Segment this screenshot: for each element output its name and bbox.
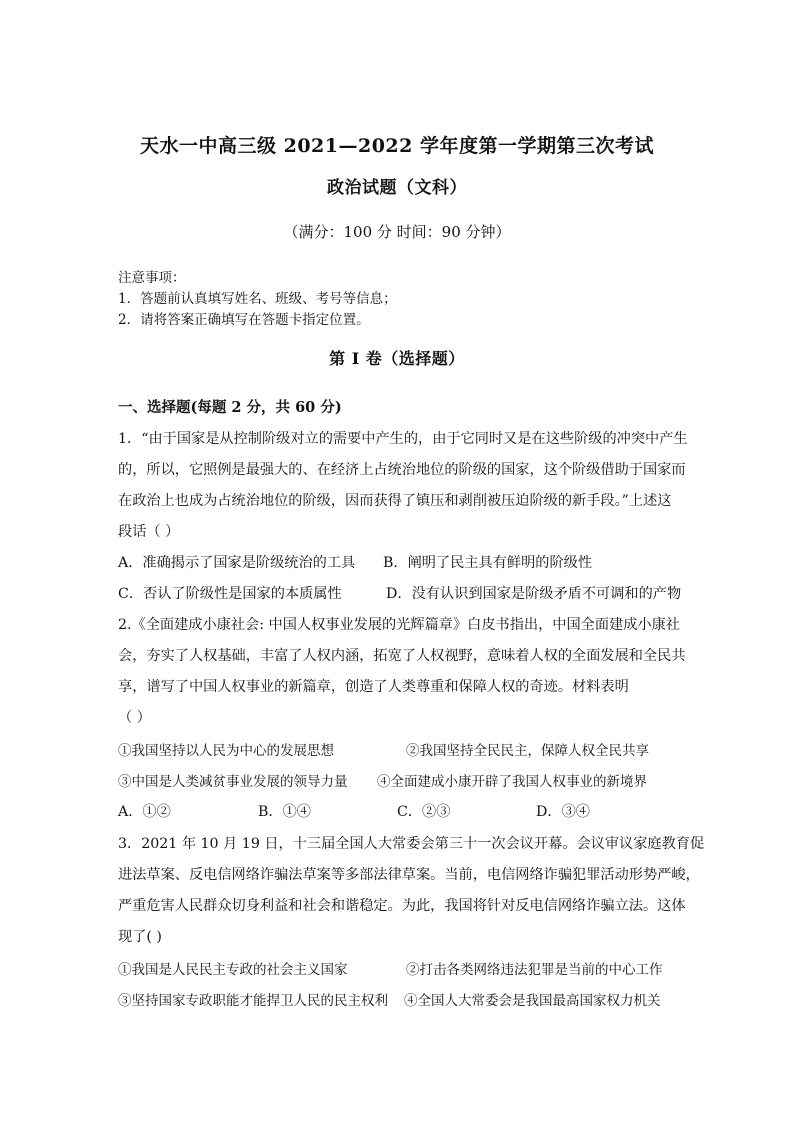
notice-item: 1．答题前认真填写姓名、班级、考号等信息； xyxy=(118,291,397,307)
q1-option-d: D．没有认识到国家是阶级矛盾不可调和的产物 xyxy=(386,586,682,602)
q2-option-a: A．①② xyxy=(118,804,171,820)
q1-text-line: 的，所以，它照例是最强大的、在经济上占统治地位的阶级的国家，这个阶级借助于国家而 xyxy=(118,462,686,478)
q1-text-line: 段话（ ） xyxy=(118,524,180,540)
q2-option-d: D．③④ xyxy=(536,804,590,820)
notice-heading: 注意事项： xyxy=(118,270,186,286)
q1-option-c: C．否认了阶级性是国家的本质属性 xyxy=(118,586,342,602)
q2-option-b: B．①④ xyxy=(258,804,311,820)
q2-statement-3: ③中国是人类减贫事业发展的领导力量 xyxy=(118,774,348,790)
q2-text-line: 2.《全面建成小康社会: 中国人权事业发展的光辉篇章》白皮书指出，中国全面建成小康社 xyxy=(118,617,680,633)
q3-text-line: 3．2021 年 10 月 19 日，十三届全国人大常委会第三十一次会议开幕。会议审议家庭教育促 xyxy=(118,836,705,852)
q2-statement-4: ④全面建成小康开辟了我国人权事业的新境界 xyxy=(377,774,647,790)
q2-text-line: 享，谱写了中国人权事业的新篇章，创造了人类尊重和保障人权的奇迹。材料表明 xyxy=(118,679,629,695)
q2-text-line: 会，夯实了人权基础，丰富了人权内涵，拓宽了人权视野，意味着人权的全面发展和全民共 xyxy=(118,648,686,664)
q3-statement-1: ①我国是人民民主专政的社会主义国家 xyxy=(118,962,348,978)
q3-statement-3: ③坚持国家专政职能才能捍卫人民的民主权利 xyxy=(118,993,388,1009)
score-time-info: （满分：100 分 时间：90 分钟） xyxy=(283,223,511,241)
exam-subtitle: 政治试题（文科） xyxy=(327,178,467,198)
q2-statement-1: ①我国坚持以人民为中心的发展思想 xyxy=(118,743,334,759)
q3-text-line: 现了( ) xyxy=(118,929,162,945)
q1-option-b: B．阐明了民主具有鲜明的阶级性 xyxy=(383,555,593,571)
q1-text-line: 1．“由于国家是从控制阶级对立的需要中产生的，由于它同时又是在这些阶级的冲突中产生 xyxy=(118,431,688,447)
exam-title: 天水一中高三级 2021—2022 学年度第一学期第三次考试 xyxy=(140,135,654,157)
q3-statement-4: ④全国人大常委会是我国最高国家权力机关 xyxy=(404,993,661,1009)
part-title: 一、选择题(每题 2 分，共 60 分) xyxy=(118,399,342,416)
volume-title: 第 I 卷（选择题） xyxy=(329,349,465,368)
q2-option-c: C．②③ xyxy=(397,804,451,820)
q1-option-a: A．准确揭示了国家是阶级统治的工具 xyxy=(118,555,356,571)
q1-text-line: 在政治上也成为占统治地位的阶级，因而获得了镇压和剥削被压迫阶级的新手段。”上述这 xyxy=(118,493,672,509)
q3-text-line: 进法草案、反电信网络诈骗法草案等多部法律草案。当前，电信网络诈骗犯罪活动形势严峻， xyxy=(118,867,700,883)
q3-statement-2: ②打击各类网络违法犯罪是当前的中心工作 xyxy=(406,962,663,978)
notice-item: 2．请将答案正确填写在答题卡指定位置。 xyxy=(118,312,370,328)
q2-text-line: （ ） xyxy=(118,710,151,726)
q3-text-line: 严重危害人民群众切身利益和社会和谐稳定。为此，我国将针对反电信网络诈骗立法。这体 xyxy=(118,898,686,914)
q2-statement-2: ②我国坚持全民民主，保障人权全民共享 xyxy=(406,743,649,759)
